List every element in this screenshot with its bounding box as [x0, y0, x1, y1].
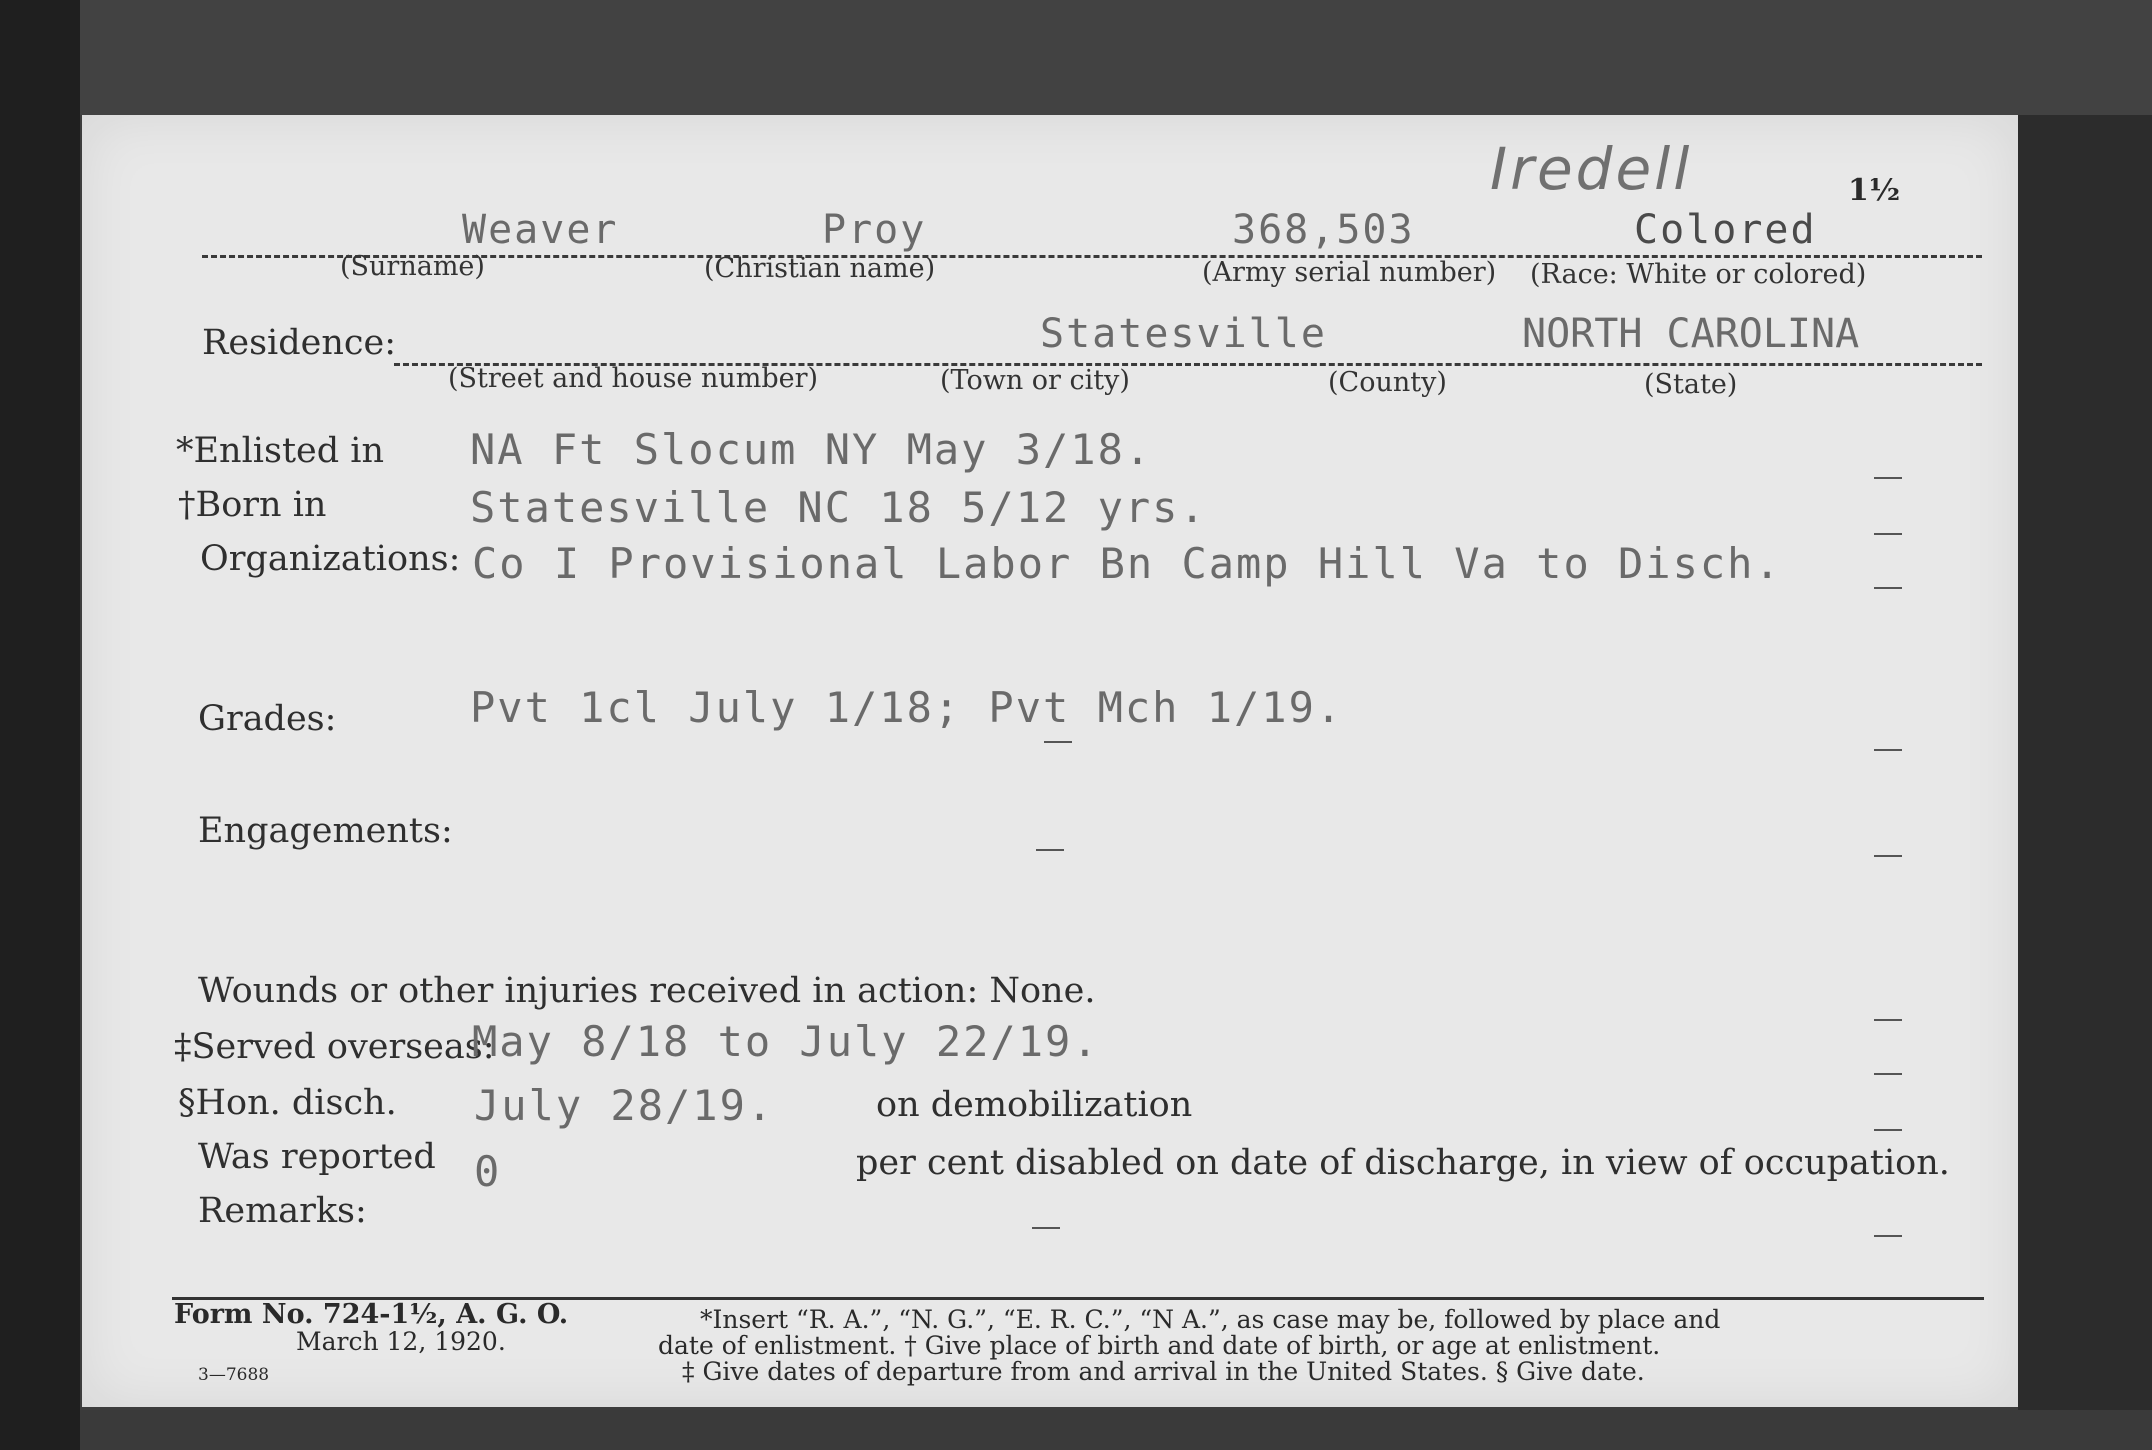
disch-value: July 28/19.: [474, 1081, 775, 1130]
caption-town: (Town or city): [940, 365, 1130, 396]
overseas-tick-1: [1874, 1019, 1902, 1021]
race-value: Colored: [1634, 207, 1817, 253]
reported-note: per cent disabled on date of discharge, in view of occupation.: [856, 1143, 1950, 1183]
serial-number-value: 368,503: [1232, 207, 1415, 253]
grades-label: Grades:: [198, 699, 337, 739]
born-value: Statesville NC 18 5/12 yrs.: [470, 483, 1207, 532]
engagements-tick-mid: [1036, 849, 1064, 851]
footnote-line-2: date of enlistment. † Give place of birth and date of birth, or age at enlistment.: [658, 1331, 1661, 1360]
christian-name-value: Proy: [822, 207, 927, 253]
remarks-tick: [1874, 1235, 1902, 1237]
background-left: [0, 0, 80, 1450]
residence-town-value: Statesville: [1040, 311, 1327, 357]
reported-value: 0: [474, 1147, 502, 1196]
caption-surname: (Surname): [340, 251, 485, 282]
background-bottom: [80, 1410, 2152, 1450]
wounds-label: Wounds or other injuries received in action: None.: [198, 971, 1096, 1011]
print-code: 3—7688: [198, 1365, 270, 1385]
caption-county: (County): [1328, 367, 1447, 398]
footnote-line-1: *Insert “R. A.”, “N. G.”, “E. R. C.”, “N A.”, as case may be, followed by place and: [700, 1305, 1721, 1334]
form-date: March 12, 1920.: [296, 1327, 506, 1356]
remarks-tick-mid: [1032, 1227, 1060, 1229]
record-card: [82, 115, 2018, 1407]
organizations-label: Organizations:: [200, 539, 461, 579]
caption-serial-number: (Army serial number): [1202, 257, 1497, 288]
grades-tick: [1874, 749, 1902, 751]
organizations-tick: [1874, 587, 1902, 589]
form-fraction: 1½: [1848, 173, 1901, 208]
enlisted-label: *Enlisted in: [176, 431, 384, 471]
born-label: †Born in: [178, 485, 327, 525]
form-number: Form No. 724-1½, A. G. O.: [174, 1299, 569, 1330]
surname-value: Weaver: [462, 207, 619, 253]
caption-state: (State): [1644, 369, 1738, 400]
caption-race: (Race: White or colored): [1530, 259, 1867, 290]
engagements-label: Engagements:: [198, 811, 453, 851]
overseas-label: ‡Served overseas:: [174, 1027, 495, 1067]
disch-label: §Hon. disch.: [178, 1083, 397, 1123]
residence-state-value: NORTH CAROLINA: [1522, 311, 1860, 357]
remarks-label: Remarks:: [198, 1191, 367, 1231]
footnote-line-3: ‡ Give dates of departure from and arrival in the United States. § Give date.: [682, 1357, 1645, 1386]
caption-street: (Street and house number): [448, 363, 819, 394]
residence-label: Residence:: [202, 323, 396, 363]
overseas-value: May 8/18 to July 22/19.: [472, 1017, 1100, 1066]
engagements-tick: [1874, 855, 1902, 857]
grades-tick-mid: [1044, 741, 1072, 743]
caption-christian-name: (Christian name): [704, 253, 936, 284]
organizations-value: Co I Provisional Labor Bn Camp Hill Va to Disch.: [472, 539, 1782, 588]
enlisted-tick: [1874, 477, 1902, 479]
disch-note: on demobilization: [876, 1085, 1193, 1125]
county-handwritten: Iredell: [1490, 135, 1693, 203]
born-tick: [1874, 533, 1902, 535]
reported-label: Was reported: [198, 1137, 436, 1177]
overseas-tick-2: [1874, 1073, 1902, 1075]
disch-tick: [1874, 1129, 1902, 1131]
background-top: [80, 0, 2152, 115]
background-right: [2018, 115, 2152, 1450]
grades-value: Pvt 1cl July 1/18; Pvt Mch 1/19.: [470, 683, 1344, 732]
enlisted-value: NA Ft Slocum NY May 3/18.: [470, 425, 1153, 474]
